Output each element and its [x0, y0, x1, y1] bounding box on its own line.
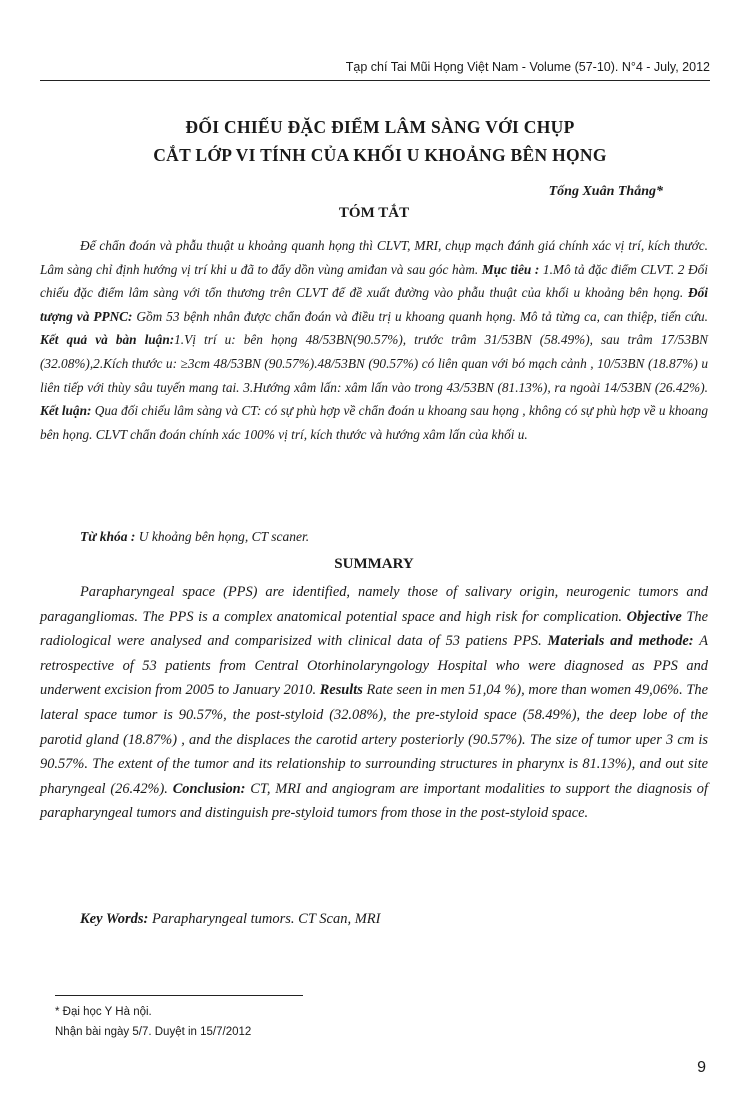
page-number: 9	[697, 1059, 706, 1076]
abstract-en-label-results: Results	[319, 682, 363, 699]
abstract-en-label-methods: Materials and methode:	[547, 633, 694, 650]
title-line-1: ĐỐI CHIẾU ĐẶC ĐIỂM LÂM SÀNG VỚI CHỤP	[185, 117, 575, 137]
keywords-vi-text: U khoảng bên họng, CT scaner.	[135, 529, 310, 544]
abstract-vi-text-2: 1.Mô tả đặc điểm CLVT. 2 Đối chiếu đặc điểm lâm sàng với tổn thương trên CLVT để đề xuất đường vào phẫu thuật của khối u khoảng bên họng.	[40, 261, 708, 301]
abstract-vi-label-methods: Đối tượng và PPNC:	[40, 285, 708, 324]
keywords-en-label: Key Words:	[80, 911, 149, 927]
abstract-vi-heading: TÓM TẮT	[338, 205, 410, 221]
abstract-vi-body	[40, 234, 708, 446]
author-name: Tống Xuân Thắng*	[548, 184, 663, 199]
summary-heading: SUMMARY	[334, 556, 414, 572]
abstract-en-text-1: Parapharyngeal space (PPS) are identified, namely those of salivary origin, neurogenic tumors and paragangliomas. The PPS is a complex anatomical potential space and high risk for complication.	[40, 584, 708, 625]
abstract-vi-text-5: Qua đối chiếu lâm sàng và CT: có sự phù hợp về chẩn đoán u khoang sau họng , không có sự phù hợp về u khoang bên họng. CLVT chẩn đoán chính xác 100% vị trí, kích thước và hướng xâm lấn của khối u.	[40, 403, 708, 442]
running-header	[40, 58, 710, 81]
abstract-vi-text-3: Gồm 53 bệnh nhân được chẩn đoán và điều trị u khoang quanh họng. Mô tả từng ca, can thiệp, tiến cứu.	[132, 308, 708, 324]
title-line-2: CẮT LỚP VI TÍNH CỦA KHỐI U KHOẢNG BÊN HỌNG	[153, 145, 607, 165]
abstract-vi-text-4: 1.Vị trí u: bên họng 48/53BN(90.57%), trước trâm 31/53BN (58.49%), sau trâm 17/53BN (32.08%),2.Kích thước u: ≥3cm 48/53BN (90.57%).48/53BN (90.57%) có liên quan với bó mạch cảnh , 10/53BN (18.87%) u liên tiếp với thùy sâu tuyến mang tai. 3.Hướng xâm lấn: xâm lấn vào trong 43/53BN (81.13%), ra ngoài 14/53BN (26.42%).	[40, 332, 708, 395]
abstract-en-body	[40, 580, 708, 826]
footnote-affiliation: * Đại học Y Hà nội.	[55, 1006, 152, 1018]
journal-citation: Tạp chí Tai Mũi Họng Việt Nam - Volume (57-10). N°4 - July, 2012	[345, 60, 710, 74]
footnote-dates: Nhận bài ngày 5/7. Duyệt in 15/7/2012	[55, 1026, 252, 1038]
abstract-vi-label-conclusion: Kết luận:	[40, 403, 92, 419]
abstract-vi-label-objective: Mục tiêu :	[481, 261, 540, 277]
abstract-en-label-conclusion: Conclusion:	[172, 780, 246, 797]
abstract-en-text-4: Rate seen in men 51,04 %), more than women 49,06%. The lateral space tumor is 90.57%, the post-styloid (32.08%), the pre-styloid space (58.49%), the deep lobe of the parotid gland (18.87%) , and the displaces the carotid artery posteriorly (90.57%). The size of tumor uper 3 cm is 90.57%. The extent of the tumor and its relationship to surrounding structures in pharynx is 81.13%), and out site pharyngeal (26.42%).	[40, 682, 708, 797]
abstract-en-text-3: A retrospective of 53 patients from Central Otorhinolaryngology Hospital who were diagnosed as PPS and underwent excision from 2005 to January 2010.	[40, 633, 709, 699]
keywords-vi	[80, 529, 309, 545]
article-title	[40, 113, 720, 169]
keywords-vi-label: Từ khóa :	[80, 529, 136, 544]
footnote-divider	[55, 995, 303, 996]
abstract-vi-label-results: Kết quả và bàn luận:	[40, 332, 175, 348]
abstract-en-label-objective: Objective	[626, 608, 682, 625]
abstract-en-text-2: The radiological were analysed and comparisized with clinical data of 53 patiens PPS.	[40, 608, 709, 650]
keywords-en	[80, 911, 380, 928]
keywords-en-text: Parapharyngeal tumors. CT Scan, MRI	[148, 911, 381, 927]
abstract-vi-text-1: Để chẩn đoán và phẫu thuật u khoảng quanh họng thì CLVT, MRI, chụp mạch đánh giá chính xác vị trí, kích thước. Lâm sàng chỉ định hướng vị trí khi u đã to đẩy dồn vùng amiđan và sau góc hàm.	[40, 238, 708, 277]
abstract-en-text-5: CT, MRI and angiogram are important modalities to support the diagnosis of parapharyngeal tumors and distinguish pre-styloid tumors from those in the post-styloid space.	[40, 780, 708, 822]
